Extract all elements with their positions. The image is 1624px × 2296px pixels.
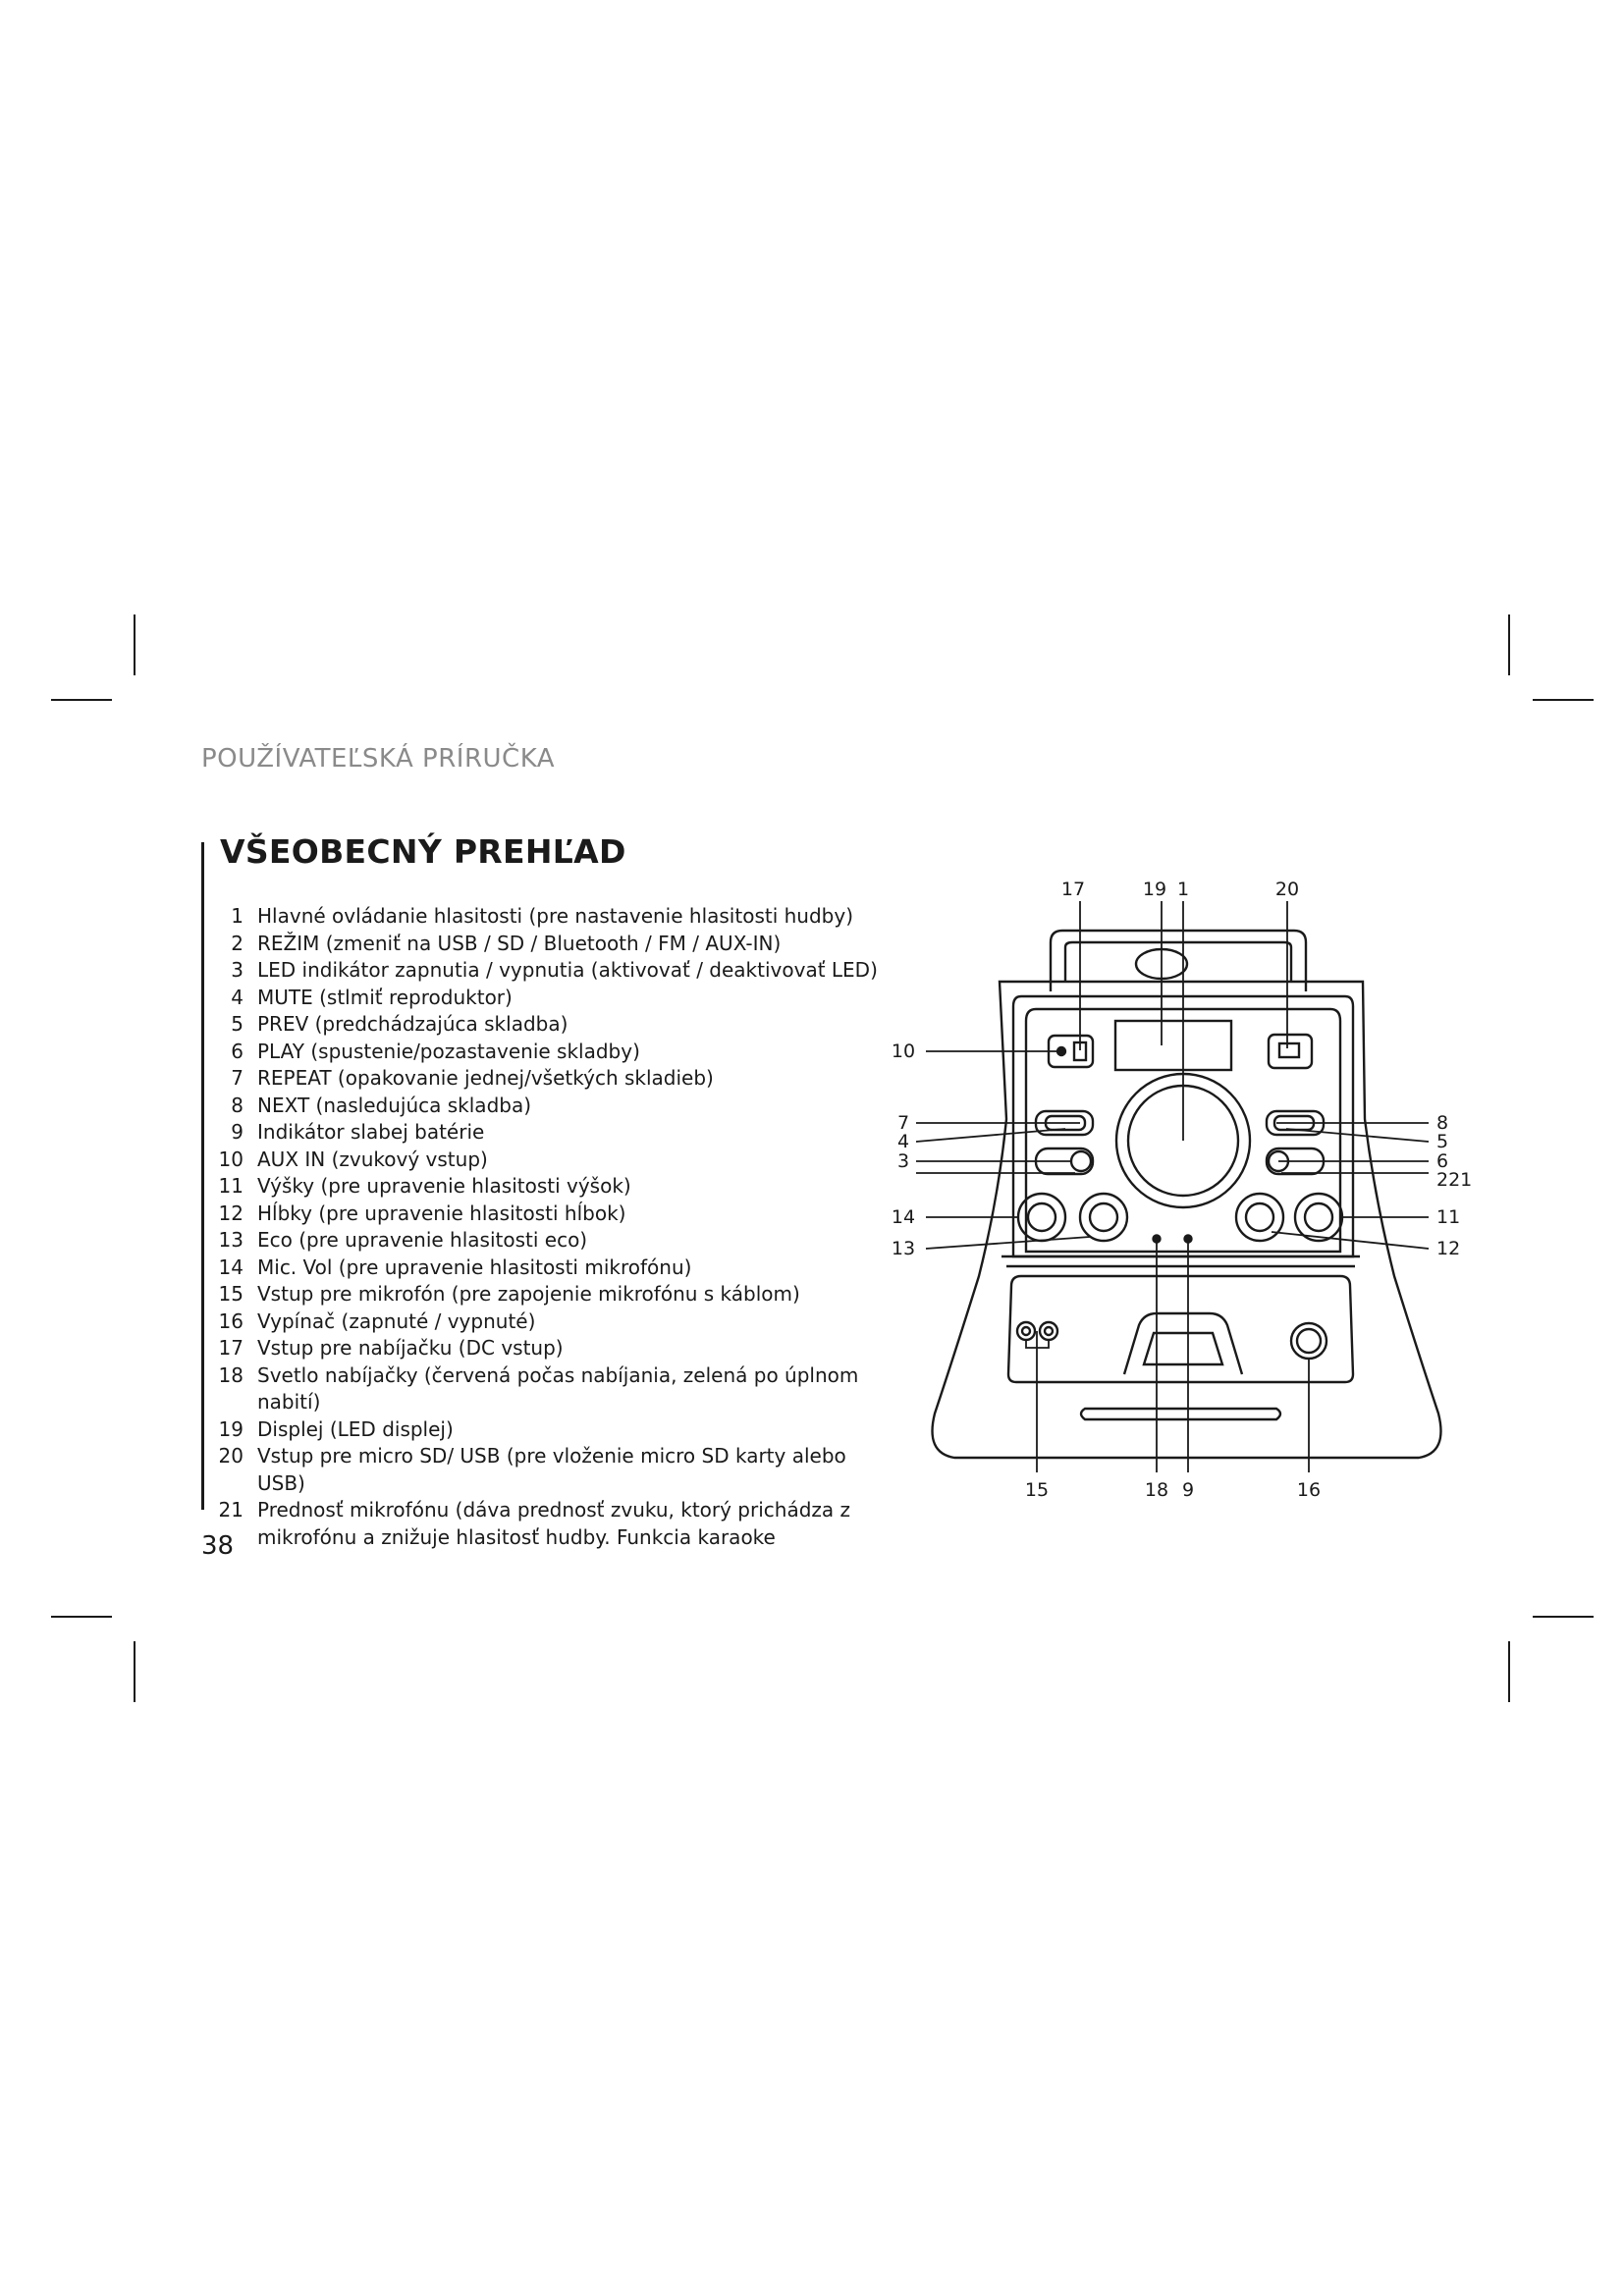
legend-item-number: 21	[218, 1498, 244, 1522]
crop-mark-bottom-left-v	[134, 1641, 135, 1702]
callout-221: 221	[1436, 1169, 1473, 1191]
callout-10: 10	[891, 1041, 916, 1062]
legend-item	[208, 931, 895, 958]
legend-item-text: Vypínač (zapnuté / vypnuté)	[257, 1308, 536, 1333]
legend-item-number: 7	[231, 1066, 244, 1090]
legend-item-number: 13	[218, 1228, 244, 1252]
legend-item	[208, 1497, 895, 1524]
callout-14: 14	[891, 1206, 916, 1228]
callout-15: 15	[1024, 1479, 1050, 1501]
crop-mark-top-right-h	[1533, 699, 1594, 701]
legend-item-number: 11	[218, 1174, 244, 1198]
legend-item-number: 10	[218, 1147, 244, 1171]
legend-item	[208, 1416, 895, 1444]
crop-mark-top-left-v	[134, 614, 135, 675]
legend-item-number: 18	[218, 1362, 244, 1387]
legend-item-text: NEXT (nasledujúca skladba)	[257, 1093, 532, 1117]
callout-17: 17	[1060, 879, 1086, 900]
legend-item-text: Prednosť mikrofónu (dáva prednosť zvuku, ktorý prichádza z	[257, 1498, 851, 1522]
legend-item-text: LED indikátor zapnutia / vypnutia (aktivovať / deaktivovať LED)	[257, 958, 878, 982]
callout-1: 1	[1176, 879, 1190, 900]
legend-item-number: 14	[218, 1255, 244, 1279]
legend-item	[208, 1065, 895, 1093]
legend-item-text: PLAY (spustenie/pozastavenie skladby)	[257, 1039, 640, 1063]
legend-item-text: Hĺbky (pre upravenie hlasitosti hĺbok)	[257, 1201, 626, 1225]
speaker-diagram	[884, 864, 1492, 1522]
legend-item-text: Vstup pre mikrofón (pre zapojenie mikrofónu s káblom)	[257, 1282, 800, 1306]
legend-item	[208, 1281, 895, 1308]
legend-item-text: Displej (LED displej)	[257, 1416, 454, 1441]
legend-item-number: 9	[231, 1120, 244, 1144]
running-header: POUŽÍVATEĽSKÁ PRÍRUČKA	[201, 744, 556, 774]
legend-item	[208, 1308, 895, 1336]
callout-11: 11	[1436, 1206, 1461, 1228]
legend-item-text: Hlavné ovládanie hlasitosti (pre nastavenie hlasitosti hudby)	[257, 904, 854, 928]
legend-item-number: 12	[218, 1201, 244, 1225]
legend-item-number: 6	[231, 1039, 244, 1063]
legend-item-number: 8	[231, 1093, 244, 1117]
crop-mark-bottom-right-h	[1533, 1616, 1594, 1618]
legend-item-text: AUX IN (zvukový vstup)	[257, 1147, 488, 1171]
legend-item-text: REŽIM (zmeniť na USB / SD / Bluetooth / FM / AUX-IN)	[257, 931, 782, 955]
legend-item	[208, 1362, 895, 1390]
crop-mark-bottom-right-v	[1508, 1641, 1510, 1702]
legend-item	[208, 903, 895, 931]
crop-mark-top-left-h	[51, 699, 112, 701]
callout-6: 6	[1436, 1150, 1449, 1172]
legend-item-number: 3	[231, 958, 244, 982]
callout-18: 18	[1144, 1479, 1169, 1501]
callout-4: 4	[896, 1131, 910, 1152]
callout-13: 13	[891, 1238, 916, 1259]
legend-item	[208, 1389, 895, 1416]
section-rule	[201, 842, 204, 1510]
callout-19: 19	[1142, 879, 1167, 900]
legend-item-text: Výšky (pre upravenie hlasitosti výšok)	[257, 1174, 631, 1198]
legend-item-text: Svetlo nabíjačky (červená počas nabíjania, zelená po úplnom	[257, 1362, 859, 1387]
legend-item-number: 17	[218, 1336, 244, 1360]
crop-mark-bottom-left-h	[51, 1616, 112, 1618]
legend-item-number	[208, 1389, 244, 1416]
callout-16: 16	[1296, 1479, 1322, 1501]
page-number: 38	[201, 1531, 235, 1561]
legend-item	[208, 957, 895, 985]
legend-item	[208, 1335, 895, 1362]
callout-8: 8	[1436, 1112, 1449, 1134]
legend-item-text: mikrofónu a znižuje hlasitosť hudby. Funkcia karaoke	[257, 1524, 776, 1549]
legend-item-number: 1	[231, 904, 244, 928]
callout-12: 12	[1436, 1238, 1461, 1259]
legend-item-number: 2	[231, 931, 244, 955]
legend-item	[208, 1011, 895, 1039]
legend-item	[208, 985, 895, 1012]
callout-20: 20	[1274, 879, 1300, 900]
legend-item	[208, 1201, 895, 1228]
legend-item-text: Vstup pre micro SD/ USB (pre vloženie micro SD karty alebo USB)	[257, 1444, 846, 1495]
legend-item-text: REPEAT (opakovanie jednej/všetkých skladieb)	[257, 1066, 714, 1090]
legend-item	[208, 1093, 895, 1120]
legend-item-text: Indikátor slabej batérie	[257, 1120, 485, 1144]
callout-lines	[916, 901, 1429, 1472]
legend-item-text: nabití)	[257, 1390, 321, 1414]
legend-item	[208, 1147, 895, 1174]
crop-mark-top-right-v	[1508, 614, 1510, 675]
callout-7: 7	[896, 1112, 910, 1134]
legend-item	[208, 1227, 895, 1255]
legend-item-text: Mic. Vol (pre upravenie hlasitosti mikrofónu)	[257, 1255, 692, 1279]
legend-item-number: 16	[218, 1308, 244, 1333]
legend-list	[208, 903, 895, 1551]
legend-item-text: Eco (pre upravenie hlasitosti eco)	[257, 1228, 588, 1252]
callout-3: 3	[896, 1150, 910, 1172]
legend-item-text: Vstup pre nabíjačku (DC vstup)	[257, 1336, 564, 1360]
legend-item	[208, 1443, 895, 1497]
legend-item	[208, 1255, 895, 1282]
speaker-body	[933, 931, 1441, 1458]
callout-9: 9	[1181, 1479, 1195, 1501]
legend-item	[208, 1524, 895, 1552]
legend-item	[208, 1119, 895, 1147]
section-title: VŠEOBECNÝ PREHĽAD	[220, 832, 626, 871]
legend-item-number: 15	[218, 1282, 244, 1306]
legend-item-number: 19	[218, 1416, 244, 1441]
legend-item	[208, 1039, 895, 1066]
callout-5: 5	[1436, 1131, 1449, 1152]
legend-item-text: MUTE (stlmiť reproduktor)	[257, 985, 513, 1009]
legend-item-number: 20	[218, 1444, 244, 1468]
legend-item	[208, 1173, 895, 1201]
legend-item-text: PREV (predchádzajúca skladba)	[257, 1012, 568, 1036]
legend-item-number: 4	[231, 985, 244, 1009]
legend-item-number: 5	[231, 1012, 244, 1036]
